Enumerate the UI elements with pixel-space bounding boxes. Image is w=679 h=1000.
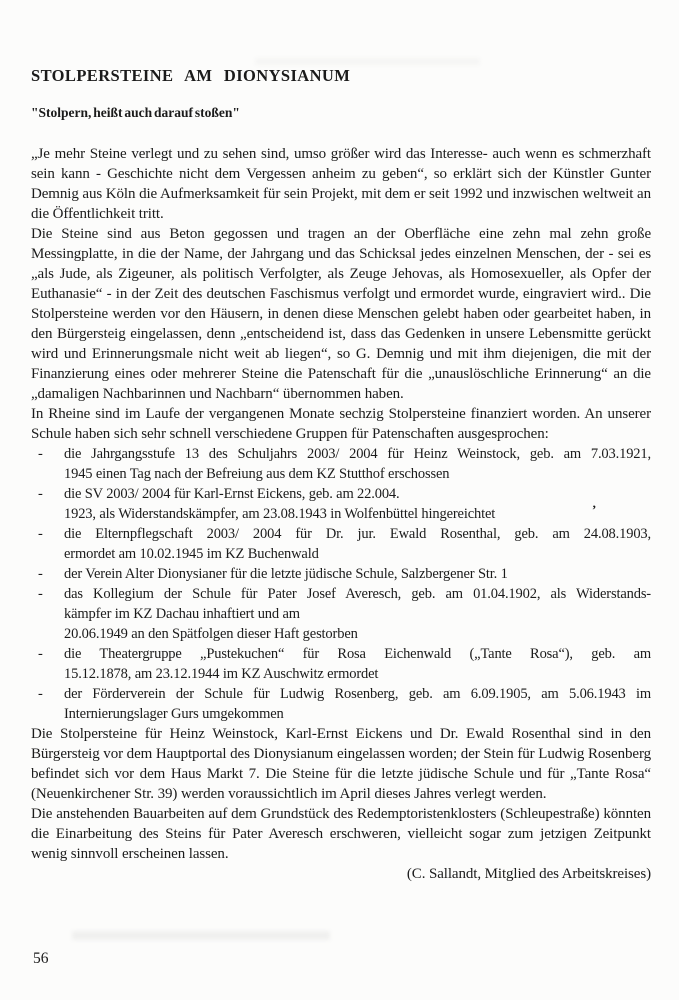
list-dash-marker: -: [38, 526, 43, 542]
list-dash-marker: -: [38, 486, 43, 502]
list-item: [31, 644, 651, 684]
list-item: [31, 524, 651, 564]
list-dash-marker: -: [38, 646, 43, 662]
list-item-line: der Verein Alter Dionysianer für die letzte jüdische Schule, Salzbergener Str. 1: [64, 566, 508, 582]
list-item-line: 20.06.1949 an den Spätfolgen dieser Haft gestorben: [64, 626, 358, 642]
page-number: 56: [33, 950, 49, 967]
list-item-text: [64, 484, 651, 524]
paragraph: „Je mehr Steine verlegt und zu sehen sind, umso größer wird das Interesse- auch wenn es schmerzhaft sein kann - Geschichte nicht dem Vergessen anheim zu geben“, so erklärt sich der Künstler Gunter Demnig aus Köln die Aufmerksamkeit für sein Projekt, mit dem er seit 1992 und inzwischen weltweit an die Öffentlichkeit tritt.: [31, 146, 651, 222]
list-dash-marker: -: [38, 586, 43, 602]
list-dash-marker: -: [38, 686, 43, 702]
page-title: STOLPERSTEINE AM DIONYSIANUM: [31, 66, 351, 85]
list-item: [31, 584, 651, 644]
paragraph: Die Steine sind aus Beton gegossen und tragen an der Oberfläche eine zehn mal zehn große Messingplatte, in die der Name, der Jahrgang und das Schicksal jedes einzelnen Menschen, der - sei es „als Jude, als Zigeuner, als politisch Verfolgter, als Zeuge Jehovas, als Homosexueller, als Opfer der Euthanasie“ - in der Zeit des deutschen Faschismus verfolgt und ermordet wurde, eingraviert wird.. Die Stolpersteine werden vor den Häusern, in denen diese Menschen gelebt haben oder gearbeitet haben, in den Bürgersteig eingelassen, denn „entscheidend ist, dass das Gedenken in unsere Lebensmitte gerückt wird und Erinnerungsmale nicht weit ab liegen“, so G. Demnig und mit ihm diejenigen, die mit der Finanzierung eines oder mehrerer Steine die Patenschaft für die „unauslöschliche Erinnerung“ an die „damaligen Nachbarinnen und Nachbarn“ übernommen haben.: [31, 226, 651, 402]
list-item-text: [64, 644, 651, 684]
closing-paragraphs: [31, 724, 651, 864]
list-item-line: der Förderverein der Schule für Ludwig Rosenberg, geb. am 6.09.1905, am 5.06.1943 im: [64, 686, 651, 702]
paragraph: In Rheine sind im Laufe der vergangenen Monate sechzig Stolpersteine finanziert worden. An unserer Schule haben sich sehr schnell verschiedene Gruppen für Patenschaften ausgesprochen:: [31, 406, 651, 442]
list-item-text: [64, 564, 651, 584]
stray-ink-mark: ’: [592, 502, 597, 517]
list-item-line: ermordet am 10.02.1945 im KZ Buchenwald: [64, 546, 319, 562]
sponsorship-list: [31, 444, 651, 724]
list-item-text: [64, 584, 651, 644]
list-item-line: 1945 einen Tag nach der Befreiung aus dem KZ Stutthof erschossen: [64, 466, 450, 482]
list-item: [31, 484, 651, 524]
scan-ghost-artifact: [72, 931, 330, 940]
intro-paragraphs: [31, 144, 651, 444]
list-item-line: die Elternpflegschaft 2003/ 2004 für Dr. jur. Ewald Rosenthal, geb. am 24.08.1903,: [64, 526, 651, 542]
list-item: [31, 444, 651, 484]
list-item-line: Internierungslager Gurs umgekommen: [64, 706, 284, 722]
list-item-line: das Kollegium der Schule für Pater Josef Averesch, geb. am 01.04.1902, als Widerstands-: [64, 586, 651, 602]
list-item-line: die Jahrgangsstufe 13 des Schuljahrs 2003/ 2004 für Heinz Weinstock, geb. am 7.03.1921,: [64, 446, 651, 462]
page-subtitle: "Stolpern, heißt auch darauf stoßen": [31, 105, 240, 120]
list-item-line: die Theatergruppe „Pustekuchen“ für Rosa Eichenwald („Tante Rosa“), geb. am: [64, 646, 651, 662]
list-item-line: kämpfer im KZ Dachau inhaftiert und am: [64, 606, 300, 622]
list-dash-marker: -: [38, 566, 43, 582]
list-item-text: [64, 444, 651, 484]
attribution-line: (C. Sallandt, Mitglied des Arbeitskreises): [406, 866, 651, 882]
list-dash-marker: -: [38, 446, 43, 462]
scan-ghost-artifact: [255, 58, 480, 65]
list-item-text: [64, 684, 651, 724]
list-item-line: 15.12.1878, am 23.12.1944 im KZ Auschwitz ermordet: [64, 666, 379, 682]
paragraph: Die Stolpersteine für Heinz Weinstock, Karl-Ernst Eickens und Dr. Ewald Rosenthal sind in den Bürgersteig vor dem Hauptportal des Dionysianum eingelassen worden; der Stein für Ludwig Rosenberg befindet sich vor dem Haus Markt 7. Die Steine für die letzte jüdische Schule und für „Tante Rosa“ (Neuenkirchener Str. 39) werden voraussichtlich im April dieses Jahres verlegt werden.: [31, 726, 651, 802]
paragraph: Die anstehenden Bauarbeiten auf dem Grundstück des Redemptoristenklosters (Schleupestraße) könnten die Einarbeitung des Steins für Pater Averesch erschweren, vielleicht sogar zum jetzigen Zeitpunkt wenig sinnvoll erscheinen lassen.: [31, 806, 651, 862]
list-item: [31, 684, 651, 724]
list-item-line: die SV 2003/ 2004 für Karl-Ernst Eickens, geb. am 22.004.: [64, 486, 400, 502]
list-item-line: 1923, als Widerstandskämpfer, am 23.08.1943 in Wolfenbüttel hingereichtet: [64, 506, 496, 522]
list-item-text: [64, 524, 651, 564]
list-item: [31, 564, 651, 584]
